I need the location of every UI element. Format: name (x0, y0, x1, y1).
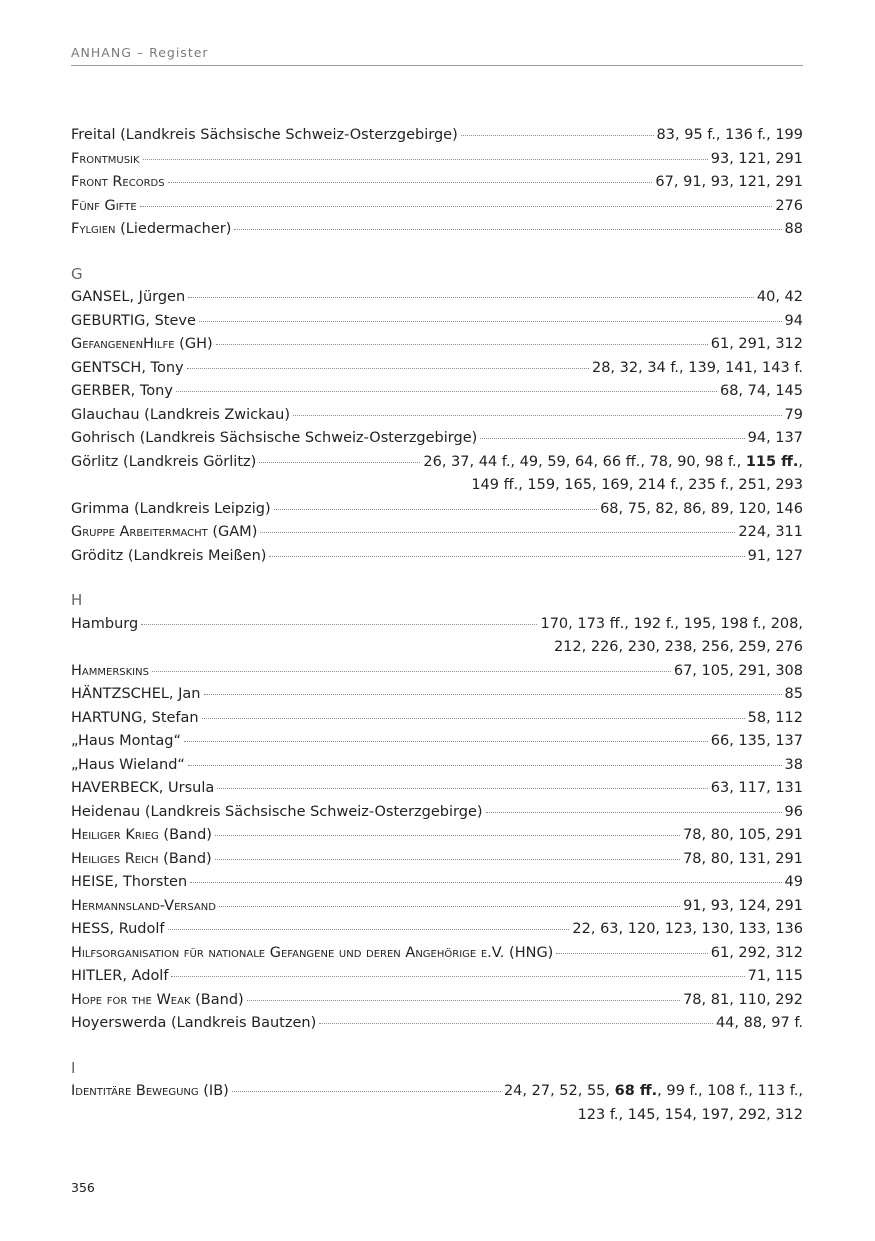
dot-leader (486, 812, 782, 813)
dot-leader (319, 1023, 713, 1024)
index-entry (71, 310, 803, 334)
term-segment: Fylgien (71, 221, 116, 237)
entry-pages (683, 824, 803, 848)
entry-term (71, 427, 477, 451)
index-entry (71, 521, 803, 545)
dot-leader (461, 135, 654, 136)
index-entry (71, 333, 803, 357)
page-segment: 61, 291, 312 (710, 336, 803, 352)
entry-term (71, 801, 483, 825)
entry-term (71, 989, 244, 1013)
dot-leader (215, 835, 680, 836)
section-letter: I (71, 1058, 76, 1077)
dot-leader (274, 509, 597, 510)
page-segment: 26, 37, 44 f., 49, 59, 64, 66 ff., 78, 90, 98 f., (423, 453, 746, 470)
dot-leader (187, 368, 589, 369)
index-entry (71, 824, 803, 848)
page-segment: 79 (784, 406, 803, 423)
entry-pages (720, 380, 803, 404)
term-segment: „Haus Montag“ (71, 733, 181, 749)
index-entry (71, 404, 803, 428)
entry-pages (683, 989, 803, 1013)
dot-leader (199, 321, 782, 322)
index-entry (71, 148, 803, 172)
term-segment: GEBURTIG, Steve (71, 312, 196, 329)
page-segment: 93, 121, 291 (710, 150, 803, 167)
dot-leader (176, 391, 717, 392)
entry-term (71, 148, 140, 172)
entry-term (71, 848, 212, 872)
entry-term (71, 965, 168, 989)
page-segment: 44, 88, 97 f. (715, 1015, 803, 1031)
term-segment: (HNG) (504, 944, 554, 961)
entry-pages (655, 171, 803, 195)
term-segment: Hamburg (71, 615, 139, 632)
dot-leader (234, 229, 781, 230)
page-segment: 88 (784, 221, 803, 237)
section-letter: G (71, 264, 83, 283)
dot-leader (217, 788, 708, 789)
entry-term (71, 730, 181, 754)
dot-leader (232, 1091, 501, 1092)
index-entry (71, 660, 803, 684)
entry-pages (711, 730, 803, 754)
entry-term (71, 777, 214, 801)
index-entry (71, 545, 803, 569)
page-segment: 49 (784, 874, 803, 890)
dot-leader (260, 532, 735, 533)
term-segment: Hilfsorganisation für nationale Gefangene und deren Angehörige e.V. (71, 944, 505, 961)
entry-pages (711, 148, 803, 172)
entry-term (71, 660, 149, 684)
dot-leader (143, 159, 708, 160)
dot-leader (152, 671, 671, 672)
entry-term (71, 1012, 316, 1036)
entry-pages (674, 660, 803, 684)
entry-term (71, 195, 137, 219)
page-segment: 38 (784, 756, 803, 773)
entry-term (71, 1080, 229, 1104)
dot-leader (171, 976, 744, 977)
term-segment: Freital (Landkreis Sächsische Schweiz-Osterzgebirge) (71, 127, 458, 143)
entry-pages (785, 871, 803, 895)
dot-leader (556, 953, 707, 954)
page-segment: 276 (775, 197, 803, 214)
page-segment: 68, 75, 82, 86, 89, 120, 146 (600, 500, 803, 517)
entry-pages (748, 545, 803, 569)
register-index (71, 124, 803, 1148)
entry-term (71, 357, 184, 381)
page-segment: 40, 42 (756, 289, 803, 305)
page-segment: , 99 f., 108 f., 113 f., (657, 1083, 803, 1099)
entry-term (71, 380, 173, 404)
entry-pages (683, 848, 803, 872)
page-segment: , (798, 453, 803, 470)
page-segment: 91, 93, 124, 291 (683, 897, 803, 914)
index-group (71, 124, 803, 242)
entry-term (71, 918, 165, 942)
entry-pages (785, 801, 803, 825)
header-rule (71, 65, 803, 66)
entry-term (71, 124, 458, 148)
page-segment: 78, 81, 110, 292 (683, 991, 803, 1008)
entry-term (71, 310, 196, 334)
term-segment: Hope for the Weak (71, 991, 191, 1008)
index-entry (71, 683, 803, 707)
dot-leader (216, 344, 708, 345)
page-segment: 67, 105, 291, 308 (673, 662, 803, 679)
entry-pages (748, 965, 803, 989)
index-group (71, 263, 803, 569)
index-entry (71, 380, 803, 404)
entry-term (71, 451, 256, 475)
dot-leader (293, 415, 782, 416)
page-segment: 58, 112 (747, 709, 803, 726)
entry-term (71, 498, 271, 522)
term-segment: (Liedermacher) (115, 221, 232, 237)
term-segment: GefangenenHilfe (71, 336, 175, 352)
index-entry (71, 895, 803, 919)
page-segment: 68, 74, 145 (719, 383, 803, 399)
index-group (71, 589, 803, 1036)
page-segment: 96 (784, 803, 803, 820)
dot-leader (247, 1000, 680, 1001)
entry-pages (748, 427, 803, 451)
index-entry (71, 801, 803, 825)
entry-pages-continuation: 149 ff., 159, 165, 169, 214 f., 235 f., 251, 293 (471, 477, 803, 493)
term-segment: Frontmusik (71, 150, 140, 167)
entry-pages (775, 195, 803, 219)
dot-leader (184, 741, 708, 742)
page-segment: 71, 115 (747, 968, 803, 984)
entry-pages (423, 451, 803, 475)
term-segment: Hoyerswerda (Landkreis Bautzen) (71, 1015, 317, 1031)
entry-term (71, 942, 553, 966)
page-segment: 78, 80, 105, 291 (683, 827, 803, 843)
entry-pages (785, 683, 803, 707)
entry-pages-continuation: 212, 226, 230, 238, 256, 259, 276 (553, 639, 803, 655)
dot-leader (219, 906, 680, 907)
term-segment: (Band) (190, 991, 244, 1008)
entry-term (71, 895, 216, 919)
entry-pages (711, 942, 803, 966)
entry-term (71, 871, 187, 895)
dot-leader (190, 882, 781, 883)
entry-term (71, 286, 185, 310)
term-segment: Görlitz (Landkreis Görlitz) (71, 453, 257, 470)
index-entry (71, 451, 803, 475)
index-entry (71, 730, 803, 754)
dot-leader (168, 929, 570, 930)
index-entry (71, 871, 803, 895)
term-segment: Fünf Gifte (71, 197, 137, 214)
entry-term (71, 333, 213, 357)
term-segment: GENTSCH, Tony (71, 359, 184, 376)
index-entry (71, 218, 803, 242)
index-entry (71, 848, 803, 872)
entry-pages (540, 613, 803, 637)
term-segment: HITLER, Adolf (71, 968, 169, 984)
term-segment: HARTUNG, Stefan (71, 709, 199, 726)
page-segment: 85 (784, 686, 803, 702)
term-segment: HAVERBECK, Ursula (71, 780, 215, 796)
term-segment: HEISE, Thorsten (71, 874, 188, 890)
term-segment: (Band) (158, 850, 212, 867)
page-number: 356 (71, 1180, 95, 1195)
term-segment: Heidenau (Landkreis Sächsische Schweiz-Osterzgebirge) (71, 803, 483, 820)
page-segment: 22, 63, 120, 123, 130, 133, 136 (572, 921, 803, 937)
index-entry (71, 754, 803, 778)
page-segment: 66, 135, 137 (710, 733, 803, 749)
term-segment: (Band) (158, 827, 212, 843)
index-entry (71, 357, 803, 381)
term-segment: (IB) (198, 1083, 229, 1099)
entry-pages (757, 286, 803, 310)
term-segment: Front Records (71, 174, 165, 190)
index-entry (71, 171, 803, 195)
entry-pages-continuation: 123 f., 145, 154, 197, 292, 312 (577, 1106, 803, 1123)
dot-leader (202, 718, 745, 719)
entry-pages (738, 521, 803, 545)
term-segment: Glauchau (Landkreis Zwickau) (71, 406, 291, 423)
entry-term (71, 613, 138, 637)
dot-leader (259, 462, 420, 463)
term-segment: Gröditz (Landkreis Meißen) (71, 547, 267, 564)
term-segment: Gohrisch (Landkreis Sächsische Schweiz-Osterzgebirge) (71, 430, 478, 446)
index-entry (71, 989, 803, 1013)
term-segment: GERBER, Tony (71, 383, 173, 399)
dot-leader (480, 438, 744, 439)
entry-pages (592, 357, 803, 381)
dot-leader (215, 859, 680, 860)
dot-leader (269, 556, 744, 557)
page-segment: 68 ff. (614, 1083, 658, 1099)
term-segment: Heiliges Reich (71, 850, 159, 867)
page-segment: 28, 32, 34 f., 139, 141, 143 f. (591, 359, 803, 376)
term-segment: Heiliger Krieg (71, 827, 159, 843)
running-header: ANHANG – Register (71, 45, 209, 60)
index-entry (71, 124, 803, 148)
term-segment: GANSEL, Jürgen (71, 289, 186, 305)
term-segment: Identitäre Bewegung (71, 1083, 199, 1099)
entry-pages (600, 498, 803, 522)
index-entry (71, 498, 803, 522)
term-segment: (GH) (174, 336, 213, 352)
entry-pages (748, 707, 803, 731)
index-entry (71, 613, 803, 637)
index-entry (71, 707, 803, 731)
entry-pages (683, 895, 803, 919)
page-segment: 91, 127 (747, 547, 803, 564)
dot-leader (188, 765, 782, 766)
entry-term (71, 754, 185, 778)
entry-pages (785, 310, 803, 334)
entry-term (71, 171, 165, 195)
dot-leader (188, 297, 754, 298)
term-segment: Grimma (Landkreis Leipzig) (71, 500, 271, 517)
entry-pages (711, 777, 803, 801)
dot-leader (168, 182, 653, 183)
dot-leader (141, 624, 537, 625)
entry-term (71, 218, 231, 242)
entry-pages (711, 333, 803, 357)
page-segment: 94 (784, 312, 803, 329)
entry-term (71, 521, 257, 545)
entry-pages (785, 404, 803, 428)
index-entry (71, 918, 803, 942)
index-entry (71, 427, 803, 451)
entry-pages (716, 1012, 803, 1036)
page-segment: 63, 117, 131 (710, 780, 803, 796)
dot-leader (204, 694, 782, 695)
entry-term (71, 707, 199, 731)
index-entry (71, 286, 803, 310)
index-entry (71, 1012, 803, 1036)
entry-term (71, 545, 266, 569)
entry-term (71, 824, 212, 848)
index-entry (71, 942, 803, 966)
page-segment: 115 ff. (745, 453, 799, 470)
term-segment: Hermannsland-Versand (71, 897, 216, 914)
entry-pages (785, 754, 803, 778)
index-group (71, 1057, 803, 1128)
page-segment: 24, 27, 52, 55, (503, 1083, 615, 1099)
page-segment: 94, 137 (747, 430, 803, 446)
entry-term (71, 683, 201, 707)
entry-pages (785, 218, 803, 242)
index-entry (71, 965, 803, 989)
index-entry (71, 1080, 803, 1104)
term-segment: „Haus Wieland“ (71, 756, 185, 773)
section-letter: H (71, 591, 83, 609)
entry-term (71, 404, 290, 428)
term-segment: Hammerskins (71, 662, 149, 679)
page-segment: 224, 311 (738, 524, 803, 540)
page-segment: 61, 292, 312 (710, 944, 803, 961)
page-segment: 83, 95 f., 136 f., 199 (656, 127, 803, 143)
dot-leader (140, 206, 773, 207)
entry-pages (504, 1080, 803, 1104)
term-segment: (GAM) (207, 524, 258, 540)
term-segment: HÄNTZSCHEL, Jan (71, 686, 201, 702)
entry-pages (657, 124, 803, 148)
page-segment: 170, 173 ff., 192 f., 195, 198 f., 208, (540, 615, 803, 632)
index-entry (71, 777, 803, 801)
page-segment: 78, 80, 131, 291 (683, 850, 803, 867)
term-segment: HESS, Rudolf (71, 921, 165, 937)
entry-pages (572, 918, 803, 942)
page-segment: 67, 91, 93, 121, 291 (655, 174, 803, 190)
term-segment: Gruppe Arbeitermacht (71, 524, 208, 540)
index-entry (71, 195, 803, 219)
